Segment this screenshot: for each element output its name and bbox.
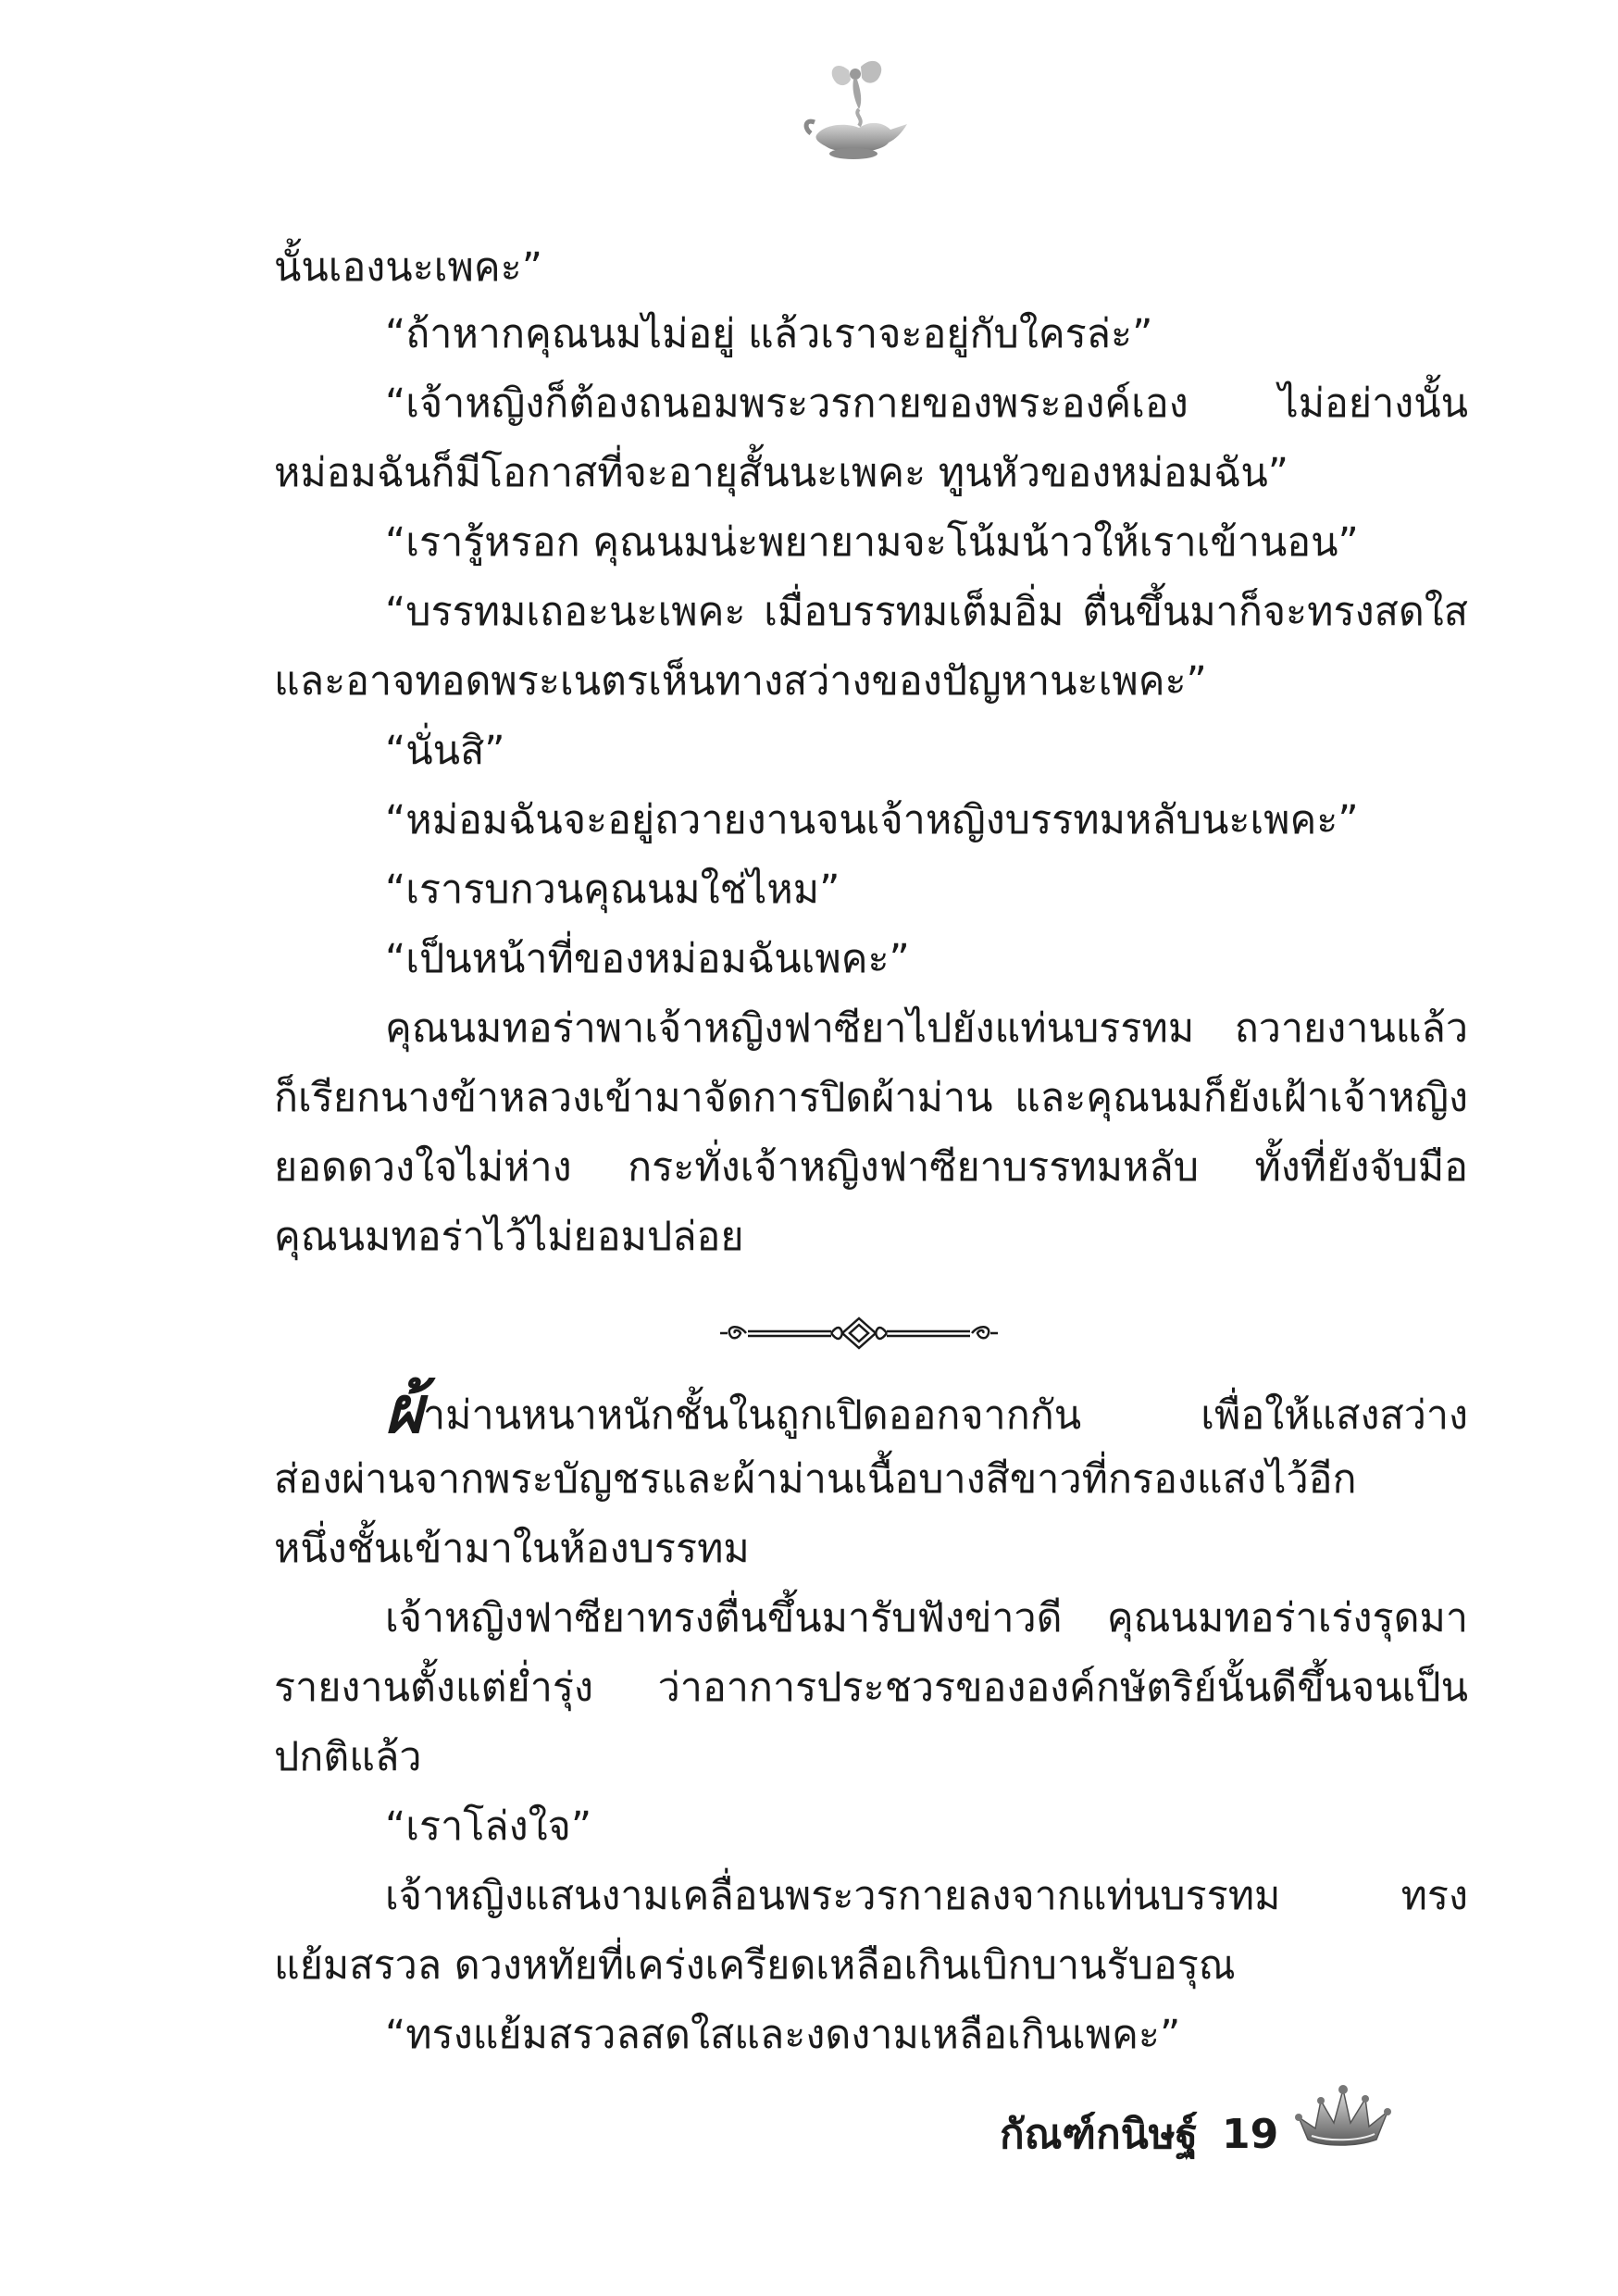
book-title: กัณฑ์กนิษฐ์	[1000, 2111, 1198, 2158]
text-line: คุณนมทอร่าไว้ไม่ยอมปล่อย	[274, 1214, 744, 1260]
ornamental-divider-icon	[711, 1315, 1007, 1352]
text-line: “เป็นหน้าที่ของหม่อมฉันเพคะ”	[385, 936, 910, 982]
text-line: “เรารู้หรอก คุณนมน่ะพยายามจะโน้มน้าวให้เราเข้านอน”	[385, 519, 1359, 566]
genie-lamp-icon	[798, 54, 918, 174]
text-line: “ทรงแย้มสรวลสดใสและงดงามเหลือเกินเพคะ”	[385, 2012, 1181, 2058]
text-line: “หม่อมฉันจะอยู่ถวายงานจนเจ้าหญิงบรรทมหลับนะเพคะ”	[385, 797, 1359, 843]
text-line: ก็เรียกนางข้าหลวงเข้ามาจัดการปิดผ้าม่าน และคุณนมก็ยังเฝ้าเจ้าหญิง	[274, 1075, 1468, 1121]
text-line: ส่องผ่านจากพระบัญชรและผ้าม่านเนื้อบางสีขาวที่กรองแสงไว้อีก	[274, 1456, 1357, 1503]
dropcap-line-text: าม่านหนาหนักชั้นในถูกเปิดออกจากกัน เพื่อให้แสงสว่าง	[423, 1392, 1468, 1439]
text-line: เจ้าหญิงแสนงามเคลื่อนพระวรกายลงจากแท่นบรรทม ทรง	[385, 1873, 1468, 1919]
text-line: แย้มสรวล ดวงหทัยที่เคร่งเครียดเหลือเกินเบิกบานรับอรุณ	[274, 1942, 1236, 1989]
dropcap-letter: ผ้	[385, 1372, 424, 1448]
text-line: เจ้าหญิงฟาซียาทรงตื่นขึ้นมารับฟังข่าวดี คุณนมทอร่าเร่งรุดมา	[385, 1595, 1468, 1641]
page-number: 19	[1221, 2110, 1279, 2158]
text-line: คุณนมทอร่าพาเจ้าหญิงฟาซียาไปยังแท่นบรรทม ถวายงานแล้ว	[385, 1005, 1468, 1052]
text-line: “เรารบกวนคุณนมใช่ไหม”	[385, 867, 840, 913]
text-line: นั้นเองนะเพคะ”	[274, 244, 542, 291]
text-line: รายงานตั้งแต่ย่ำรุ่ง ว่าอาการประชวรขององค์กษัตริย์นั้นดีขึ้นจนเป็น	[274, 1665, 1468, 1711]
text-line: “เราโล่งใจ”	[385, 1803, 592, 1850]
text-line: “บรรทมเถอะนะเพคะ เมื่อบรรทมเต็มอิ่ม ตื่นขึ้นมาก็จะทรงสดใส	[385, 589, 1468, 635]
text-line: ยอดดวงใจไม่ห่าง กระทั่งเจ้าหญิงฟาซียาบรรทมหลับ ทั้งที่ยังจับมือ	[274, 1144, 1468, 1191]
page-footer	[1000, 2092, 1393, 2176]
text-line: หม่อมฉันก็มีโอกาสที่จะอายุสั้นนะเพคะ ทูนหัวของหม่อมฉัน”	[274, 450, 1289, 496]
text-line: ปกติแล้ว	[274, 1734, 422, 1780]
dropcap-paragraph-line	[274, 1372, 1468, 1448]
text-line: “ถ้าหากคุณนมไม่อยู่ แล้วเราจะอยู่กับใครล่ะ”	[385, 311, 1153, 357]
text-line: “เจ้าหญิงก็ต้องถนอมพระวรกายของพระองค์เอง ไม่อย่างนั้น	[385, 381, 1468, 427]
text-line: “นั่นสิ”	[385, 728, 505, 774]
crown-icon	[1291, 2080, 1393, 2154]
text-line: หนึ่งชั้นเข้ามาในห้องบรรทม	[274, 1526, 750, 1572]
text-line: และอาจทอดพระเนตรเห็นทางสว่างของปัญหานะเพคะ”	[274, 658, 1207, 705]
